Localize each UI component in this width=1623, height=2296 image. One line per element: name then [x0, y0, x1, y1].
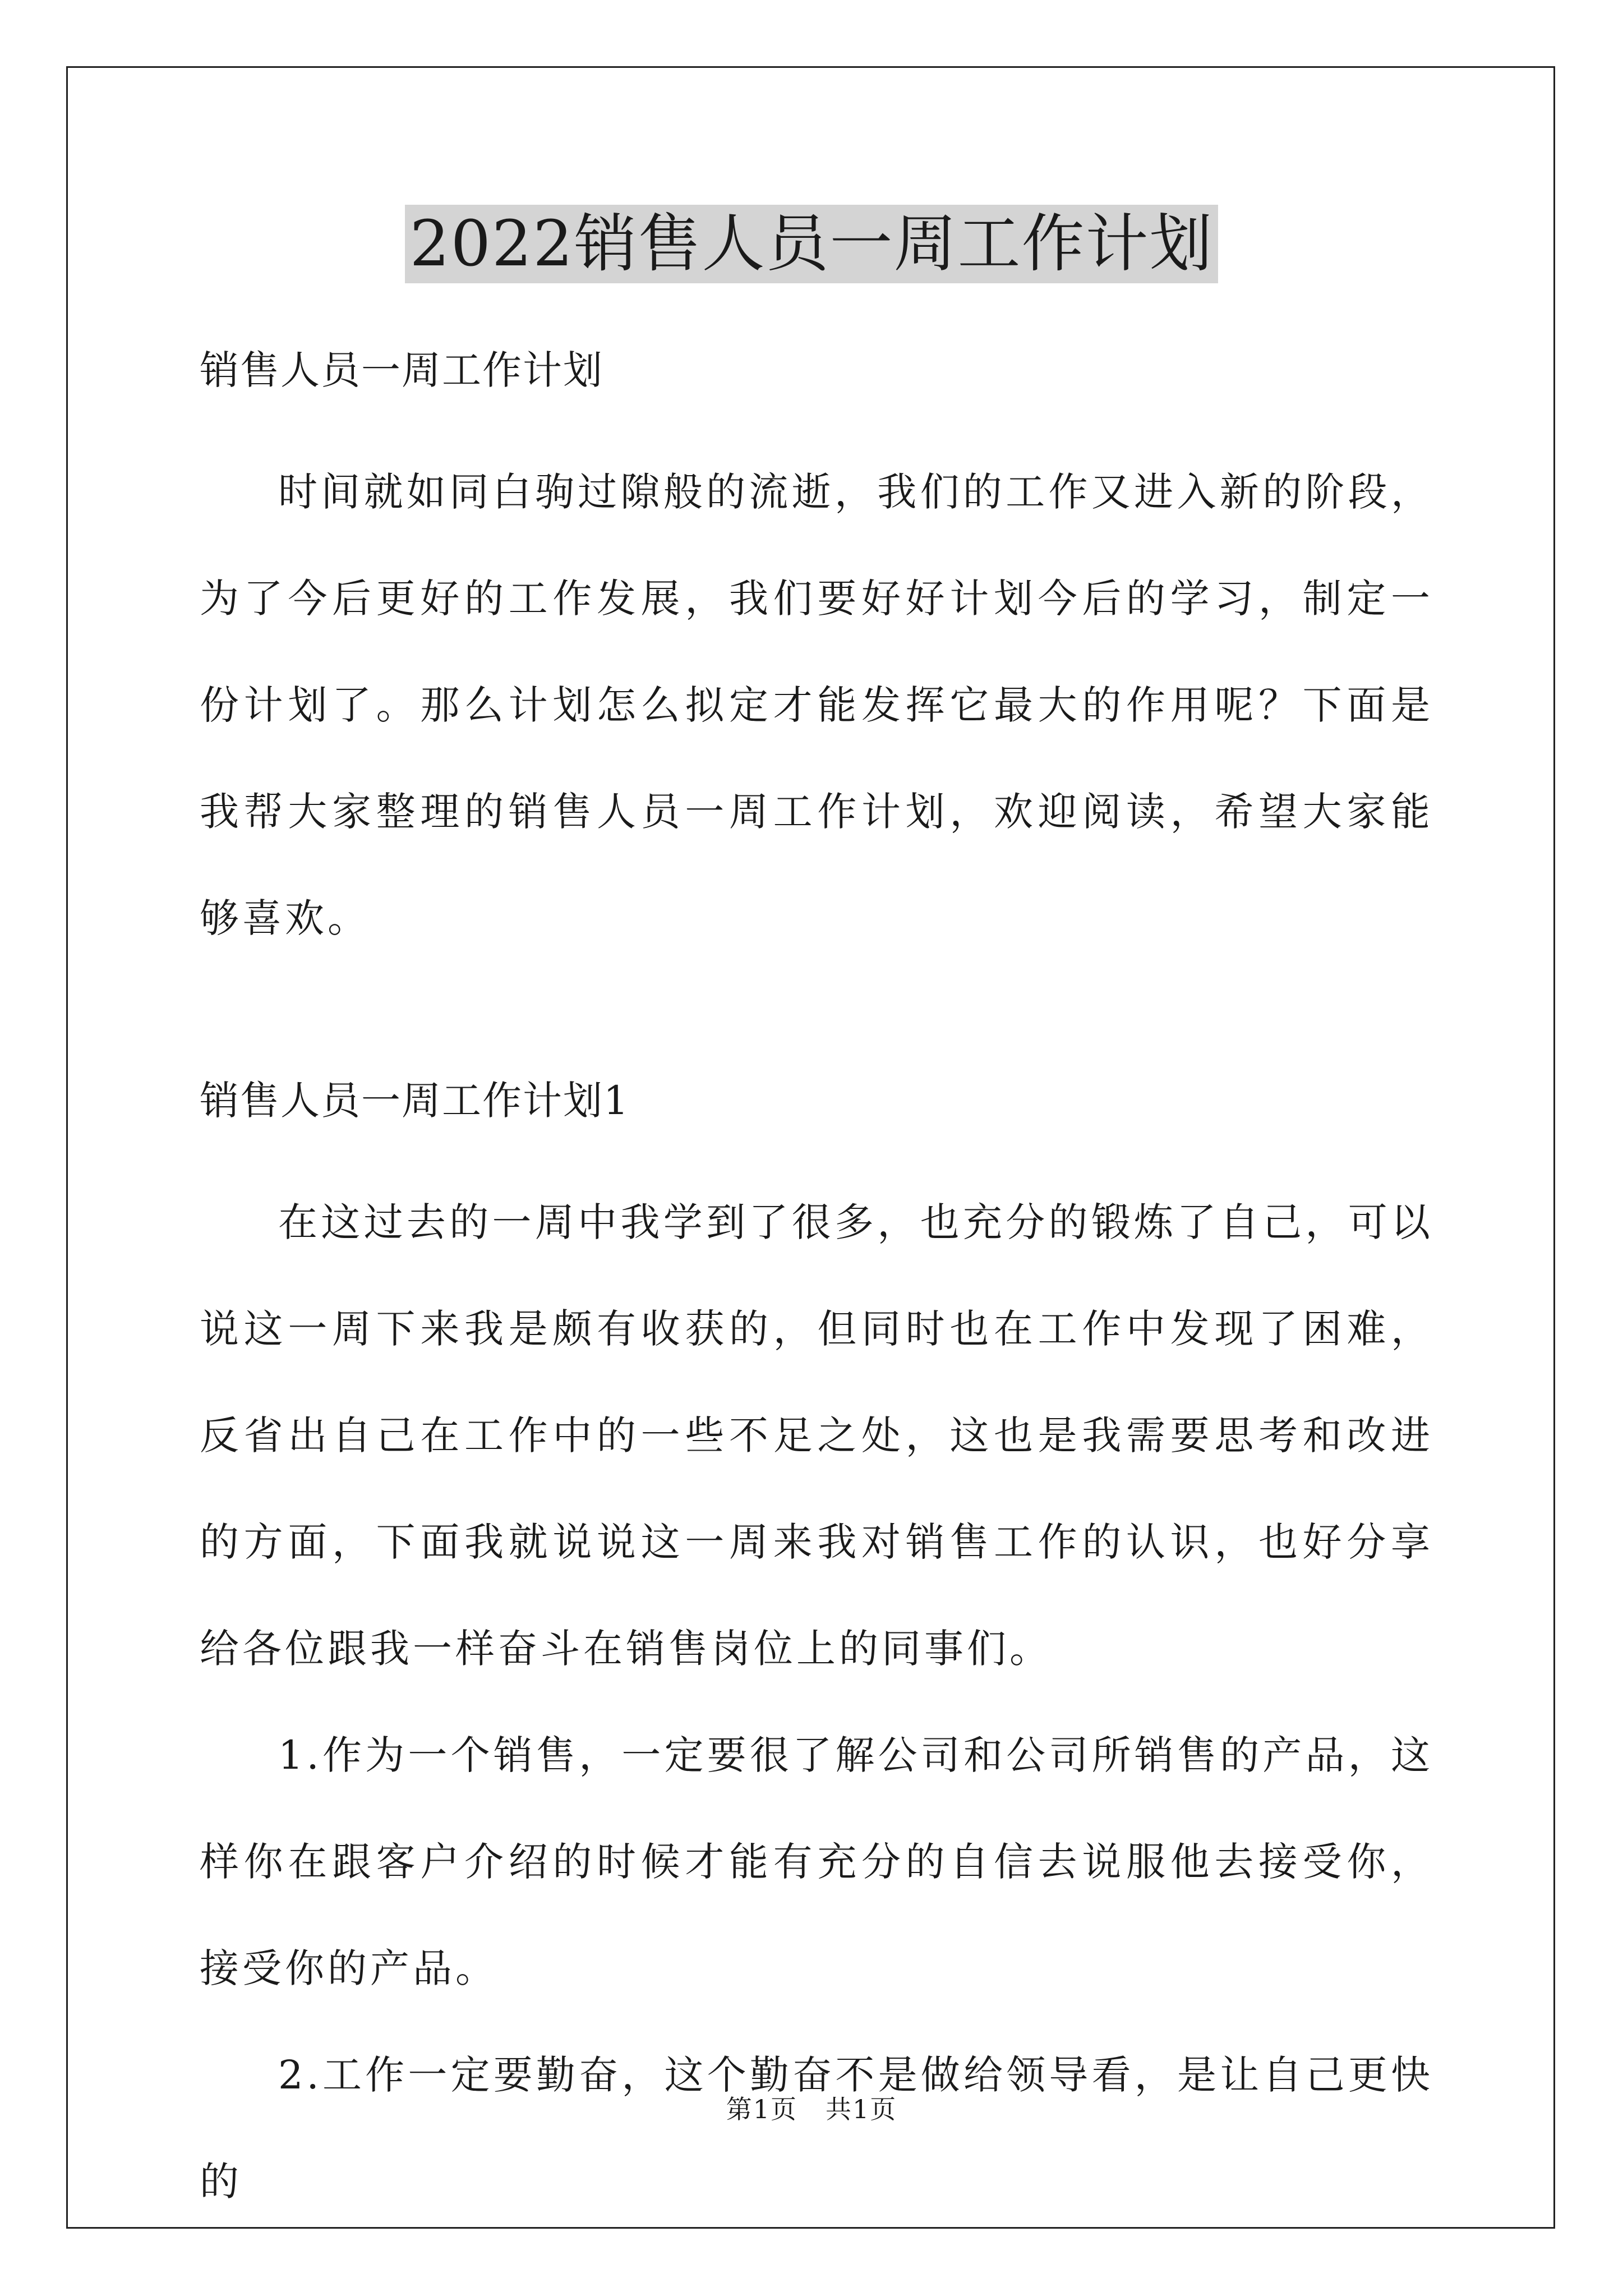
paragraph: 2.工作一定要勤奋，这个勤奋不是做给领导看，是让自己更快的 [200, 2052, 1433, 2205]
paragraph: 1.作为一个销售，一定要很了解公司和公司所销售的产品，这样你在跟客户介绍的时候才能有充分的自信去说服他去接受你，接受你的产品。 [200, 1732, 1433, 1991]
document-title: 2022销售人员一周工作计划 [405, 205, 1218, 283]
document-body [200, 337, 1433, 2235]
title-container [0, 205, 1623, 283]
page-footer [0, 2092, 1623, 2126]
page-total: 共1页 [826, 2094, 897, 2124]
paragraph: 时间就如同白驹过隙般的流逝，我们的工作又进入新的阶段，为了今后更好的工作发展，我们要好好计划今后的学习，制定一份计划了。那么计划怎么拟定才能发挥它最大的作用呢？下面是我帮大家整理的销售人员一周工作计划，欢迎阅读，希望大家能够喜欢。 [200, 469, 1433, 941]
section-heading: 销售人员一周工作计划1 [200, 1078, 630, 1124]
page-number: 第1页 [726, 2094, 797, 2124]
paragraph: 在这过去的一周中我学到了很多，也充分的锻炼了自己，可以说这一周下来我是颇有收获的，但同时也在工作中发现了困难，反省出自己在工作中的一些不足之处，这也是我需要思考和改进的方面，下面我就说说这一周来我对销售工作的认识，也好分享给各位跟我一样奋斗在销售岗位上的同事们。 [200, 1199, 1433, 1672]
section-heading: 销售人员一周工作计划 [200, 347, 603, 393]
